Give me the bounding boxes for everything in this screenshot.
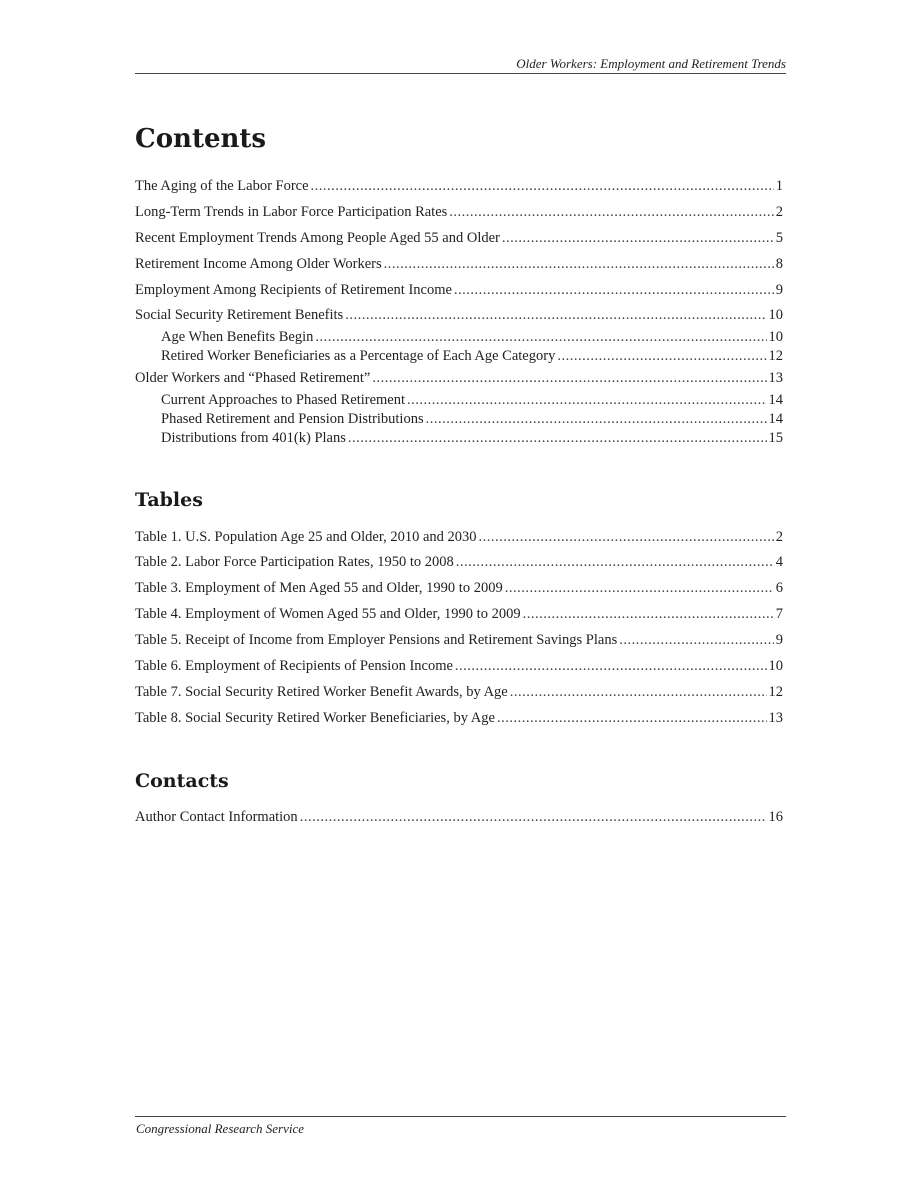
table-list-entry[interactable] — [135, 683, 783, 701]
dot-leader — [315, 328, 766, 346]
toc-entry-page: 4 — [775, 554, 783, 570]
table-list-entry[interactable] — [135, 579, 783, 597]
dot-leader — [384, 255, 774, 273]
toc-entry-page: 6 — [775, 580, 783, 596]
toc-entry-page: 8 — [775, 256, 783, 272]
toc-entry[interactable] — [135, 281, 783, 299]
toc-entry-label: Table 4. Employment of Women Aged 55 and Older, 1990 to 2009 — [135, 606, 521, 622]
toc-entry-label: Employment Among Recipients of Retirement Income — [135, 282, 452, 298]
toc-entry-label: Table 3. Employment of Men Aged 55 and Older, 1990 to 2009 — [135, 580, 503, 596]
toc-entry-page: 10 — [768, 329, 783, 345]
toc-entry-page: 9 — [775, 632, 783, 648]
toc-entry-page: 2 — [775, 529, 783, 545]
toc-entry-page: 10 — [768, 658, 783, 674]
contents-heading: Contents — [135, 124, 267, 154]
toc-entry-page: 15 — [768, 430, 783, 446]
contact-list-entry[interactable] — [135, 808, 783, 826]
dot-leader — [311, 177, 774, 195]
table-list-entry[interactable] — [135, 553, 783, 571]
table-list-entry[interactable] — [135, 631, 783, 649]
toc-subentry[interactable] — [161, 391, 783, 409]
toc-entry[interactable] — [135, 255, 783, 273]
dot-leader — [479, 528, 774, 546]
toc-entry-page: 16 — [768, 809, 783, 825]
toc-subentry[interactable] — [161, 410, 783, 428]
toc-entry-label: Older Workers and “Phased Retirement” — [135, 370, 371, 386]
table-list-entry[interactable] — [135, 709, 783, 727]
toc-entry-label: Table 1. U.S. Population Age 25 and Older, 2010 and 2030 — [135, 529, 477, 545]
dot-leader — [456, 553, 774, 571]
dot-leader — [300, 808, 767, 826]
contacts-heading: Contacts — [135, 770, 229, 792]
toc-entry-label: Table 7. Social Security Retired Worker Benefit Awards, by Age — [135, 684, 508, 700]
running-footer: Congressional Research Service — [136, 1121, 304, 1136]
toc-subentry[interactable] — [161, 328, 783, 346]
dot-leader — [619, 631, 774, 649]
toc-entry-label: Recent Employment Trends Among People Aged 55 and Older — [135, 230, 500, 246]
dot-leader — [407, 391, 766, 409]
dot-leader — [497, 709, 767, 727]
running-header: Older Workers: Employment and Retirement Trends — [516, 56, 786, 71]
toc-subentry[interactable] — [161, 429, 783, 447]
dot-leader — [502, 229, 774, 247]
dot-leader — [426, 410, 767, 428]
dot-leader — [449, 203, 773, 221]
table-list-entry[interactable] — [135, 657, 783, 675]
table-list-entry[interactable] — [135, 528, 783, 546]
dot-leader — [510, 683, 767, 701]
toc-entry[interactable] — [135, 203, 783, 221]
toc-entry-label: Table 2. Labor Force Participation Rates, 1950 to 2008 — [135, 554, 454, 570]
dot-leader — [505, 579, 774, 597]
toc-entry-page: 7 — [775, 606, 783, 622]
toc-entry-page: 1 — [775, 178, 783, 194]
toc-entry-label: Author Contact Information — [135, 809, 298, 825]
toc-entry-page: 12 — [768, 348, 783, 364]
dot-leader — [557, 347, 766, 365]
toc-entry-label: Table 5. Receipt of Income from Employer Pensions and Retirement Savings Plans — [135, 632, 618, 648]
dot-leader — [454, 281, 774, 299]
footer-rule — [135, 1116, 786, 1117]
table-list-entry[interactable] — [135, 605, 783, 623]
toc-entry-label: Long-Term Trends in Labor Force Participation Rates — [135, 204, 448, 220]
toc-entry-page: 14 — [768, 411, 783, 427]
header-rule — [135, 73, 786, 74]
toc-entry-label: Phased Retirement and Pension Distributions — [161, 411, 424, 427]
toc-entry-label: Table 6. Employment of Recipients of Pension Income — [135, 658, 453, 674]
toc-subentry[interactable] — [161, 347, 783, 365]
toc-entry-label: Retired Worker Beneficiaries as a Percentage of Each Age Category — [161, 348, 556, 364]
toc-entry[interactable] — [135, 306, 783, 324]
toc-entry-page: 5 — [775, 230, 783, 246]
dot-leader — [455, 657, 767, 675]
dot-leader — [348, 429, 767, 447]
toc-entry-page: 14 — [768, 392, 783, 408]
toc-entry[interactable] — [135, 229, 783, 247]
toc-entry-page: 13 — [768, 710, 783, 726]
toc-entry-page: 9 — [775, 282, 783, 298]
toc-entry-label: Retirement Income Among Older Workers — [135, 256, 382, 272]
toc-entry-page: 12 — [768, 684, 783, 700]
toc-entry-label: Distributions from 401(k) Plans — [161, 430, 346, 446]
toc-entry[interactable] — [135, 369, 783, 387]
tables-heading: Tables — [135, 489, 203, 511]
dot-leader — [523, 605, 774, 623]
dot-leader — [345, 306, 766, 324]
toc-entry-label: The Aging of the Labor Force — [135, 178, 309, 194]
toc-entry[interactable] — [135, 177, 783, 195]
toc-entry-label: Table 8. Social Security Retired Worker Beneficiaries, by Age — [135, 710, 495, 726]
toc-entry-page: 2 — [775, 204, 783, 220]
dot-leader — [372, 369, 766, 387]
toc-entry-page: 13 — [768, 370, 783, 386]
toc-entry-label: Age When Benefits Begin — [161, 329, 314, 345]
toc-entry-label: Current Approaches to Phased Retirement — [161, 392, 406, 408]
toc-entry-page: 10 — [768, 307, 783, 323]
toc-entry-label: Social Security Retirement Benefits — [135, 307, 344, 323]
